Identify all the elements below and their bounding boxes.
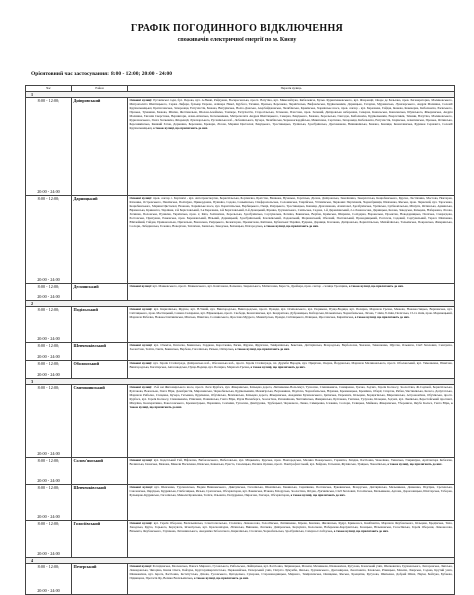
street-list-cell: [128, 196, 455, 284]
street-list-cell: [128, 98, 455, 196]
col-header-district: Район: [72, 86, 128, 92]
time-start: 8:00 - 12:00;: [37, 485, 60, 490]
time-start: 8:00 - 12:00;: [37, 284, 60, 289]
district-cell: Подільський: [72, 307, 128, 343]
schedule-times: 8:00 - 12:00; 20:00 - 24:00: [111, 71, 172, 77]
street-list-cell: [128, 343, 455, 361]
time-end: 20:00 - 24:00: [37, 478, 60, 483]
time-cell: [26, 284, 72, 301]
street-list-text: вул. Шевченка, Тургенєвська, Вадим Вишневського, Дмитрівська, Гоголівська, Шкапівська, Бакинська, Скрипника, Полтавська, Буковинська, Білоруська, Дехтярівська, Мельникова, Довженка, Підгірна, Сретенська, Смоленська, Овруцька, Кудрявська, Глибочицька, Ризька, Сретенська, Обсерваторна, вул. Бакинська, Річкова, Білоруська, Зоологічна, Ягідна, Лук'янівська, Сім'ї Хохлових, Гоголівська, Мельникова, Артема, Дорогожицька, Шахтарська, Таборна, Бульварно-Кудрявська, Гоголівська, Миколи Кравченка, Теліги, Ольжича, Попудренка, Пирогова, Гончара, Обсерваторна: [129, 485, 453, 498]
street-list-lead: Основні вулиці:: [129, 196, 153, 200]
street-list-cell: [128, 458, 455, 485]
time-end: 20:00 - 24:00: [37, 277, 60, 282]
street-list-text: вул. Отьміча, Бахтеєва, Бакинська, Гордюка, Коротченка, Ряски, Фрунзе, Фрунтова, Тимірязівська, Бекетова, Дегтярівська, Білородська, Верболозна, Чкалова, Тимошенка, Щусєва, Ольжича, Сім'ї Хохлових, Смотрича, Зоологічна, Теліги, Гонти, Бакинська, Вербова, Гоголівська, Ризька, Охтирська: [129, 343, 453, 352]
time-start: 8:00 - 12:00;: [37, 361, 60, 366]
street-list-tail: , а також вулиці, що прилягають до них.: [233, 347, 290, 352]
street-list-text: вул. Маяковського, просп. Маяковського, вул. Каштанова, Балковна, Закревського, Міліютенка, Береста, Драйзера, пров. сектор - селище Троєщина: [152, 284, 348, 288]
outage-table: [25, 85, 455, 595]
street-list-tail: , а також вулиці, що прилягають до них.: [347, 284, 404, 288]
time-end: 20:00 - 24:00: [37, 451, 60, 456]
group-number: 4: [26, 558, 455, 564]
page-subtitle: споживачів електричної енергії по м. Києву: [177, 37, 297, 43]
time-start: 8:00 - 12:00;: [37, 521, 60, 526]
district-cell: Дарницький: [72, 196, 128, 284]
street-list-lead: Основні вулиці:: [129, 564, 152, 568]
table-row: [26, 521, 455, 558]
group-number: 3: [26, 379, 455, 385]
time-cell: [26, 343, 72, 361]
street-list-tail: , а також вулиці, що прилягають до них.: [332, 529, 389, 534]
time-end: 20:00 - 24:00: [37, 294, 60, 299]
time-start: 8:00 - 12:00;: [37, 196, 60, 201]
table-row: [26, 196, 455, 284]
street-list-text: Русанівські сади, бул. Перова, вул. А.Невві, Райдужна, Воскресенська, просп. Ватутіна, вул. Миколайчука, Кибальчича, Бульв. Курингенковського, вул. Флоренції, Оноре де Бальзака, пров. Регенераторна, Малиновського, Митрополита Шептицького, Сержа Лифаря, бульвар Перова, Алішера Навої, Курбаса, Тичини, Празька, Березнева, Чернігівська, Вифлеємська, Будівельників, Дарницька, Гагаріна, Мурманська, Луначарського, Андрія Малишка, Соломії Крушельницької, Братиславська, Запорожця, Ентузіастів, Бажова, Вигурівська, Волго-Донська, Азербайджанська, Челябінська, Краківська, Харківське шосе, пров. сектор - вул. Березнева, Гайдая, Іванова, Інженерна, Кибальчича, Раєвського, Празька, Туманяна, Бажова, Мініна, Фестивальна, Шолом-Алейхема, Тампере, Ентузіастів, Старосільська, Гетьмана, Пластова, пров. Зелений, Дніпровська набережна, Северна, Ковальська, Ковалевська, Шумського, Жмеринська, Андрія Малишка, Євгенія Сверстюка, Вершигори, Алма-Атинська, Котельникова, Митрополита Андрея Шептицького, Северна, Ревуцького, Бажана, Хорольська, Гонгадзе, Кибальчича, Будівельників, Енергетиків, Тичини, Ватутіна, Малиновського, Курнатовського, Гната Хоткевича, Флоренції, Луначарського, Русанівська наб., Лобанівського, Кучера, Челябінська, Червоногвардійська, Микитенка, Сергієнка, Запорожця, Кибальчича, Ентузіастів, Іскрівська, Алматинська, Празька, Ялтинська, Березняківська, Княжий Затон, Державна, Березнева, Бровари, Лісова, Марини Цвєтаєвої, Ревуцького, Тростянецька, Урлівська, Здолбунівська, Драгоманова, Вишняківська, Бажана, Кошиця, Коноплянська, Будинок Сержанта, Соломії Крушельницької: [129, 98, 453, 131]
time-cell: [26, 98, 72, 196]
district-cell: Шевченківський: [72, 343, 128, 361]
street-list-tail: , а також вулиці, що прилягають до них.: [262, 224, 319, 229]
col-header-streets: Перелік вулиць: [128, 86, 455, 92]
time-end: 20:00 - 24:00: [37, 189, 60, 194]
table-row: [26, 564, 455, 595]
time-start: 8:00 - 12:00;: [37, 98, 60, 103]
table-row: [26, 385, 455, 458]
district-cell: Деснянський: [72, 284, 128, 301]
street-list-text: вул. Кадетський Гай, Віфлеєма, Вибоговського, Вибоговська, вул. Міцкевича, Курська, пров. Новгородська, Малина Пожарського, Гарматна, Звіздна, Бастіонна, Чоколівка, Уманська, Гавришука, Архітектора Кобелєва, Волинська, Ізюмська, Межова, Миколи Василенка, Шевська, Кавказька, Ернста, Смолицька, Пилипа Орлика, просп. Повітрофлотський, вул. Байдова, Гетьмана, Жулянська, Урицька, Чоколівська: [129, 458, 453, 467]
street-list-cell: [128, 284, 455, 301]
table-row: [26, 361, 455, 379]
street-list-cell: [128, 385, 455, 458]
time-cell: [26, 361, 72, 379]
time-cell: [26, 307, 72, 343]
street-list-tail: , а також вулиці, що прилягають до них.: [353, 315, 410, 320]
time-end: 20:00 - 24:00: [37, 372, 60, 377]
district-cell: Оболонський: [72, 361, 128, 379]
page-title: ГРАФІК ПОГОДИННОГО ВІДКЛЮЧЕННЯ: [130, 23, 344, 34]
street-list-text: Рогнідинська, Московська, Панаса Мирного, Гусовського, Рибальська, Лейпцизька, вул. Бастіонна, Звіринецька, Мазепи, Мечникова, Шовковична, Кутузова, Кловський узвіз, Шелковична, Грушевського, Лютеранська, Липська, Левандовська, Чигоріна, Князя Олега, Бойчука, Круглоуніверситетська, Первомайська, Печерський узвіз, Патріса Лумумби, Ямська, Грушевського, Драгомирова, Леонтовича, Кловська, Різницька, Мазепи, Лаврська, Садова, Крутий узвіз, Шовковична, вул. Ікрота, Бастіонна, Інститутська, Ділова, Гусовського, Цитадельна, Суворова, Старонаводницька, Мирного, Тимірязєвська, Онищенко, Ямська, Хрещатик, Кутузова, Шевченка, Добрий Шлях, Науки, Бойчука, Бубнова, Підвищена, Протасів Яр, Велика Васильківська: [129, 564, 453, 581]
street-list-lead: Основні вулиці:: [129, 385, 153, 389]
street-list-lead: Основні вулиці:: [129, 361, 153, 365]
street-list-text: пров. сектор с. Бортничі - вул. Автотранспортна, Бориспільська, Бортнична, Братства, Вашкова, Вузенька, Горліська, Діочна, Дніпровська, Завалішина, Закарпатська, Коцюбинського, Курска, Ластівчина, Мостова, Нектарна, Кільчика, Островського, Павлівська, Поліщука, Прикордонна, Пушкіна, Садова, Сеньківська, Сімферопольська, Солонянська, Таврійська, Устимівська, Червоних Партизанів, Чорнобривців, Шевченка, Ямська, пров. Чернечий, вул. Тарасенка, Коцюбинського, Марини Цвєтаєвої, Неонова, Харківське шосе, вул. Бориспільська, Вербицького, Гмирі, Ревуцького, Тростянецька, Кошиця, Драгоманова, Ахматової, Здолбунівська, Урлівська, Срібнокільська, Мішуги, Ялтинська, Армянська, Вірменська, Кривоніса, Українки, 2-й Беріславський, 3-я Березнева, 4-й Беріславський, 6-й Донецький, Франка, Грушевського, Смільська, Садова, 1-й Деревлянський, 2-а Ломоносова, Дарницька, Козака, Заводська, Кільцева, Набережна, Лісова, Затишна, Полонська, Пушкіна, Українська, пров. 2, Кіпа, Залізнична, Хорольська, Здолбунівська, Сортувальна, Боткіна, Бакинська, Вербна, Кримська, Ширяєва, Солідарна, Воронезька, Проектна, Новодарницька, Поліська, Смарагдова, Ростовська, Прилужна, Роменська, пров. Бережанський, Вільний, Дарницький, Здолбунівський, Клочківський, Ладожський, Моршанський, Обозний, Полтавський, Проводницький, Розточчя, Садовий, Сортувальний, Тараса Шевченка, Ювілейний, Гайдая, Привокзальна, Причальна, Вокзальна, Ревуцького, Колекторна, Промислова, Квітнева, Кубанської України, Руднева, Дарниця, Клочкова, Дніпровська, Бориспільська, Михайлівська, Тальнівська, Покровська, Жмеринська, Сосюри, Лебединська, Головна, Новорічна, Теплична, Ізюмська, Заводська, Бахмацька, Білгородська: [129, 196, 453, 229]
table-row: [26, 284, 455, 301]
col-header-time: Час: [26, 86, 72, 92]
time-start: 8:00 - 12:00;: [37, 458, 60, 463]
time-end: 20:00 - 24:00: [37, 588, 60, 593]
street-list-lead: Основні вулиці:: [129, 458, 153, 462]
street-list-cell: [128, 361, 455, 379]
time-cell: [26, 385, 72, 458]
street-list-lead: Основні вулиці:: [129, 284, 152, 288]
street-list-cell: [128, 521, 455, 558]
street-list-tail: , а також вулиці, що прилягають до них.: [129, 401, 453, 410]
street-list-cell: [128, 564, 455, 595]
table-row: [26, 98, 455, 196]
time-end: 20:00 - 24:00: [37, 514, 60, 519]
street-list-tail: , а також вулиці, що прилягають до них.: [151, 126, 209, 131]
time-start: 8:00 - 12:00;: [37, 343, 60, 348]
street-list-cell: [128, 307, 455, 343]
street-list-text: вул. Кирилівська, Фрунзе, вул. Н.Ужвій, вул. Вишгородська, Вишгородська, просп. Правди, вул. Осиповського, вул. Порикова, Пуща-Водиця, вул. Полярна, Маршала Гречка, Межова, Новомостицька, Варшавська, вул. Світлицького, пров. Мостицький, Семена Скляренка, вул. Юрковецька, просп. Свободи, Коноплянська, вул. Кондратюка, Дубровицька, Кобзарська, Кількихська, Чорнобильська, Лісова, 7 лінія, 8 лінія, Полісська, 15-та лінія, пров. Моринецький, Маршала Рибалка, Новокостянтинівська, Мінська, Північна, Соснинського, Ярослава Мудрого, Межигірська, Правди, Світлицького, Білицька, Ярославська, Кирилівська: [129, 307, 453, 320]
schedule-label: Орієнтовний час застосування:: [31, 71, 109, 77]
street-list-text: вул. Героїв Оборони, Васильківська, Сєвастопольська, Столична, Ломоносова, Голосіївська, Литвиненко, Кірова, Ковпака, Жилянська, Кудрі, Кривоноса, Комбінатна, Маршала Якубовського, Кільцева, Бродівська, Тиха, Заводська, Кур'ю, Горького, Корчувата, Ясногірська, вул. Краснозвіздна, Літинська, Вишнева, Лютнева, Дніпровська, Корчувате, Колоскова, Набережно-Корчуватська, Козацька, Вільшанська, Голосіївська, Героїв Оборони, Ломоносова, Вільямса, Якубовського, Глушкова, Лятошинського, Академіка Заболотного, Кирилівська, Столична, Чорнобильська, Здолбунівська, Саперно-Слобідська: [129, 521, 453, 534]
street-list-text: 15-й км Житомирського шосе, просп. Леся Курбаса, вул. Жмеринська, Кільцева дорога, Литвиненко-Вольгемут, Туполєва, Сімашкевича, Симиренка, Гречка, Зодчих, Героїв Космосу, Зоологічна, Ж.Соріной, Бориспільська, Булгакова, Вокзальна, Гната Юри, Декабристів, Мирохинська, Чорнобильська, Будівельників, Межигірська, Верховинна, Підлісна, Чорнобильська, Наумова, Кременецька, Кремінна, Оберіг, Спартак, Рибна, Чистяківська, Коласа, Депутатська, Маршала Рибалка, Стеценка, Кучера, Гетьмана, Будиченка, Обухівська, Біличанська, Кільцева дорога, Жмеринська, Академіка Булаховського, Ірпінська, Перемоги, Кільцева, Борщагівська, Мирохинська, Астрономічна, Обухівська, просп. Курбаса, вул. Героїв Космосу, Сімашкевича, Ріпичних, Пашківська, Гната Юри, Рауля Валенберга, Зоологічна, Рахманінова, Чистяківська, Жмеринська, Булгакова, Гнатюка, Тулузова, Кільцева, Зодчих, вул. Львівська, Берестейський проспект, Мікуліна, Кооперативна, Рокоссовського, Кременчуцька, Парашина, Сенчини, Туполєва, Дмитрушка, Трубецької, Чорновола, Ленка, Симиренка, Ісаакяна, Сосюри, Галицька, Майкова, Жмеринська, Уборевича, Якуба Коласа, Гната Юри: [129, 385, 453, 406]
street-list-lead: Основні вулиці:: [129, 485, 153, 489]
street-list-text: вул. Героїв Сталінграда, Дніпровська наб., Оболонська наб., просп. Героїв Сталінграда, пл. Дружби Народів, вул. Прирічна, Озерна, Йорданська, Маршала Малиновського, просп. Оболонський, вул. Тимошенка, Північна, Вишгородська, Богатирська, Автозаводська, Пуща-Водиця, вул. Полярна, Маршала Гречка: [129, 361, 453, 370]
table-row: [26, 307, 455, 343]
district-cell: Печерський: [72, 564, 128, 595]
district-cell: Святошинський: [72, 385, 128, 458]
table-row: [26, 458, 455, 485]
district-cell: Шевченківський: [72, 485, 128, 521]
street-list-lead: Основні вулиці:: [129, 307, 153, 311]
street-list-lead: Основні вулиці:: [129, 521, 153, 525]
time-cell: [26, 564, 72, 595]
time-start: 8:00 - 12:00;: [37, 564, 60, 569]
time-start: 8:00 - 12:00;: [37, 385, 60, 390]
street-list-tail: , а також вулиці, що прилягають до них.: [385, 462, 443, 467]
street-list-tail: , а також вулиці, що прилягають до них.: [192, 576, 249, 581]
street-list-lead: Основні вулиці:: [129, 98, 153, 102]
street-list-lead: Основні вулиці:: [129, 343, 153, 347]
group-number: 1: [26, 92, 455, 98]
time-end: 20:00 - 24:00: [37, 551, 60, 556]
street-list-tail: , а також вулиці, що прилягають до них.: [289, 493, 346, 498]
table-row: [26, 343, 455, 361]
district-cell: Дніпровський: [72, 98, 128, 196]
time-end: 20:00 - 24:00: [37, 336, 60, 341]
street-list-cell: [128, 485, 455, 521]
district-cell: Солом'янський: [72, 458, 128, 485]
group-number: 2: [26, 301, 455, 307]
time-cell: [26, 196, 72, 284]
table-row: [26, 485, 455, 521]
time-end: 20:00 - 24:00: [37, 354, 60, 359]
time-cell: [26, 458, 72, 485]
time-cell: [26, 521, 72, 558]
district-cell: Голосіївський: [72, 521, 128, 558]
time-cell: [26, 485, 72, 521]
time-start: 8:00 - 12:00;: [37, 307, 60, 312]
street-list-tail: , а також вулиці, що прилягають до них.: [248, 365, 306, 370]
